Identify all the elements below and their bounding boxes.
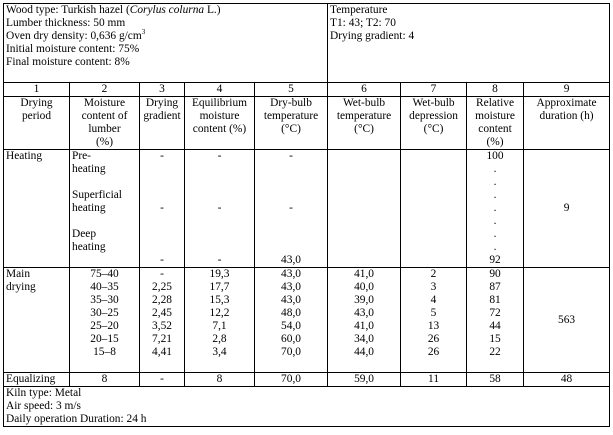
- column-number: 8: [467, 83, 524, 97]
- column-number: 5: [255, 83, 328, 97]
- main-drying-row: [4, 268, 610, 373]
- main-drying-dry-bulb: 43,0 43,0 43,0 48,0 54,0 60,0 70,0: [255, 268, 328, 373]
- equalizing-gradient: -: [140, 373, 185, 387]
- kiln-info-cell: [4, 387, 610, 427]
- column-number: 1: [4, 83, 70, 97]
- drying-schedule-document: [3, 3, 609, 427]
- main-drying-duration: 563: [524, 268, 610, 373]
- main-drying-period: Main drying: [4, 268, 70, 373]
- final-moisture: Final moisture content: 8%: [6, 56, 130, 68]
- drying-schedule-table: [3, 3, 610, 427]
- column-header-row: [4, 97, 610, 150]
- heating-dry-bulb: - - 43,0: [255, 150, 328, 268]
- heating-relative: 100 . . . . . . . 92: [467, 150, 524, 268]
- air-speed: Air speed: 3 m/s: [6, 400, 81, 412]
- equalizing-period: Equalizing: [4, 373, 70, 387]
- main-drying-depression: 2 3 4 5 13 26 26: [401, 268, 467, 373]
- lumber-thickness: Lumber thickness: 50 mm: [6, 17, 126, 29]
- column-number-row: [4, 83, 610, 97]
- heating-depression: [401, 150, 467, 268]
- oven-dry-density: Oven dry density: 0,636 $g/cm^3$: [6, 28, 146, 42]
- temperature-title: Temperature: [330, 4, 388, 16]
- column-header: Dry-bulb temperature (°C): [255, 97, 328, 150]
- column-header: Drying period: [4, 97, 70, 150]
- main-drying-moisture: 75–40 40–35 35–30 30–25 25–20 20–15 15–8: [70, 268, 140, 373]
- header-row: [4, 4, 610, 83]
- column-number: 2: [70, 83, 140, 97]
- column-number: 3: [140, 83, 185, 97]
- temperature-info-cell: [328, 4, 610, 83]
- heating-moisture: Pre- heating Superficial heating Deep heating: [70, 150, 140, 268]
- heating-row: [4, 150, 610, 268]
- equalizing-moisture: 8: [70, 373, 140, 387]
- equalizing-depression: 11: [401, 373, 467, 387]
- column-header: Wet-bulb temperature (°C): [328, 97, 401, 150]
- column-header: Equilibrium moisture content (%): [185, 97, 255, 150]
- equalizing-relative: 58: [467, 373, 524, 387]
- heating-emc: - - -: [185, 150, 255, 268]
- column-header: Drying gradient: [140, 97, 185, 150]
- footer-row: [4, 387, 610, 427]
- drying-gradient: Drying gradient: 4: [330, 30, 415, 42]
- initial-moisture: Initial moisture content: 75%: [6, 43, 140, 55]
- column-header: Approximate duration (h): [524, 97, 610, 150]
- equalizing-emc: 8: [185, 373, 255, 387]
- main-drying-wet-bulb: 41,0 40,0 39,0 43,0 41,0 34,0 44,0: [328, 268, 401, 373]
- column-header: Moisture content of lumber (%): [70, 97, 140, 150]
- equalizing-wet-bulb: 59,0: [328, 373, 401, 387]
- equalizing-duration: 48: [524, 373, 610, 387]
- heating-duration: 9: [524, 150, 610, 268]
- main-drying-gradient: - 2,25 2,28 2,45 3,52 7,21 4,41: [140, 268, 185, 373]
- wood-species: Corylus colurna: [129, 4, 205, 16]
- column-number: 4: [185, 83, 255, 97]
- heating-period: Heating: [4, 150, 70, 268]
- kiln-type: Kiln type: Metal: [6, 387, 82, 399]
- column-number: 9: [524, 83, 610, 97]
- main-drying-emc: 19,3 17,7 15,3 12,2 7,1 2,8 3,4: [185, 268, 255, 373]
- main-drying-relative: 90 87 81 72 44 15 22: [467, 268, 524, 373]
- heating-wet-bulb: [328, 150, 401, 268]
- column-number: 6: [328, 83, 401, 97]
- equalizing-row: [4, 373, 610, 387]
- temperature-values: T1: 43; T2: 70: [330, 17, 396, 29]
- wood-type-line: Wood type: Turkish hazel (Corylus colurna L.): [6, 4, 221, 16]
- wood-info-cell: [4, 4, 328, 83]
- equalizing-dry-bulb: 70,0: [255, 373, 328, 387]
- heating-gradient: - - -: [140, 150, 185, 268]
- daily-operation: Daily operation Duration: 24 h: [6, 413, 147, 425]
- column-header: Relative moisture content (%): [467, 97, 524, 150]
- column-header: Wet-bulb depression (°C): [401, 97, 467, 150]
- column-number: 7: [401, 83, 467, 97]
